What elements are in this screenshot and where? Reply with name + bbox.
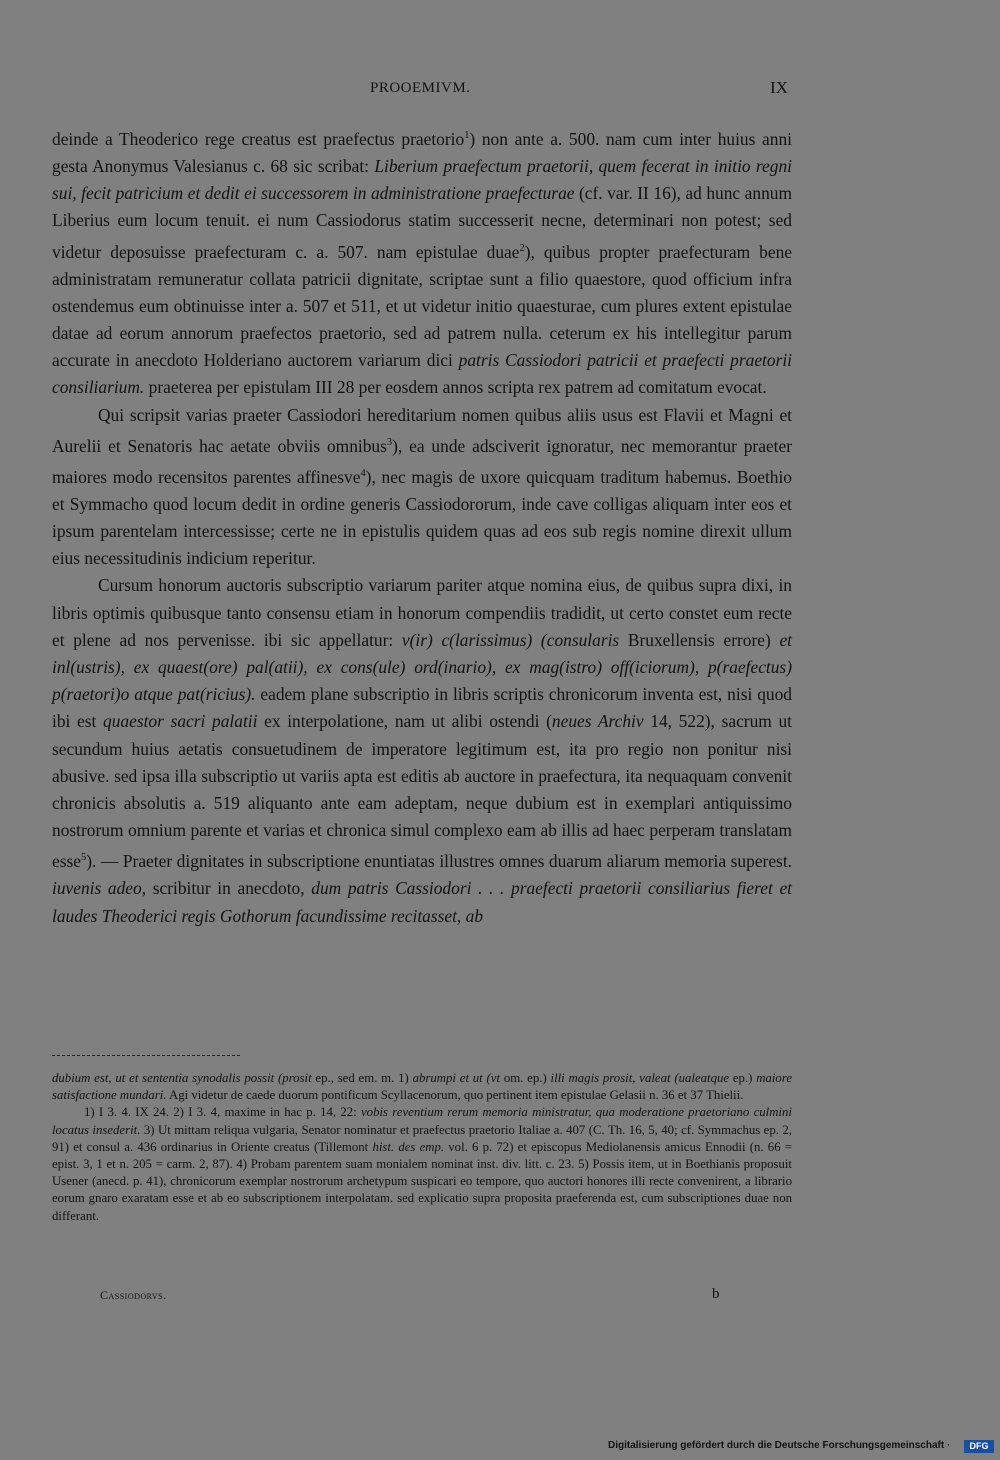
text-run: ex interpolatione, nam ut alibi ostendi ( (257, 711, 552, 732)
digitization-credit: Digitalisierung gefördert durch die Deutsche Forschungsgemeinschaft · (608, 1440, 951, 1451)
text-run: Bruxellensis errore) (619, 629, 780, 650)
text-run: ), quibus propter praefecturam bene administratam remuneratur collata patricii dignitate, scriptae sunt a filio quaestore, quod officium infra ostendemus eum obtinuisse inter a. 507 et 511, et ut videtur initio quaesturae, cum plures extent epistulae datae ad eorum annorum praefectos praetorio, sed ad patrem nulla. ceterum ex his intellegitur parum accurate in anecdoto Holderiano auctorem variarum dici (52, 241, 792, 371)
dfg-logo: DFG (964, 1440, 994, 1453)
italic-run: iuvenis adeo, (52, 878, 147, 899)
italic-run: hist. des emp. (372, 1139, 445, 1154)
sheet-mark: b (712, 1286, 720, 1302)
italic-run: dum patris Cassiodori . . . praefecti praetorii consiliarius fieret et laudes Theoderici regis Gothorum facundissime recitasset, ab (52, 878, 792, 926)
text-run: 1) I 3. 4. IX 24. 2) I 3. 4, maxime in hac p. 14, 22: (84, 1105, 361, 1120)
italic-run: et inl(ustris), ex quaest(ore) pal(atii), ex cons(ule) ord(inario), ex mag(istro) off(iciorum), p(raefectus) p(raetori)o atque pat(ricius). (52, 629, 792, 705)
page-number: IX (770, 78, 788, 97)
text-run: ) non ante a. 500. nam cum inter huius anni gesta Anonymus Valesianus c. 68 sic scribat: (52, 128, 792, 176)
italic-run: dubium est (52, 1071, 109, 1085)
italic-run: abrumpi et ut (vt (412, 1071, 501, 1085)
italic-run: v(ir) c(larissimus) (consularis (401, 629, 620, 650)
text-run: ), nec magis de uxore quicquam traditum habemus. Boethio et Symmacho quod locum dedit in ordine generis Cassiodororum, inde cave colligas aliquam inter eos et ipsum parentelam intercessisse; certe ne in epistulis quidem quas ad eos sub regis nomine direxit ullum eius necessitudinis indicium reperitur. (52, 466, 792, 569)
footnote-list (52, 1104, 792, 1224)
footnote-ref: 5 (80, 852, 87, 864)
page-header (52, 80, 792, 104)
italic-run: patris Cassiodori patricii et praefecti praetorii consiliarium. (52, 350, 793, 398)
italic-run: maiore satisfactione mundari. (52, 1071, 792, 1103)
italic-run: vobis reventium rerum memoria ministratur, qua moderatione praetoriano culmini locatus insederit. (52, 1105, 792, 1137)
text-run: 14, 522), sacrum ut secundum huius aetatis consuetudinem de imperatore legitimum est, ita pro regio non ponitur nisi abusive. sed ipsa illa subscriptio ut variis apta est editis ab auctore in praefectura, ita nequaquam convenit chronicis absolutis a. 519 aliquanto ante eam adeptam, neque dubium est in exemplari antiquissimo nostrorum omnium parente et varias et chronica simul complexo eam ab illis ad haec perperam translatam esse (52, 711, 792, 872)
signature-mark: Cassiodorvs. (100, 1288, 167, 1302)
text-run: ep., sed em. m. 1) (311, 1071, 413, 1085)
text-run: ). — Praeter dignitates in subscriptione enuntiatas illustres omnes duarum aliarum memoria superest. (86, 851, 792, 872)
text-run: , (108, 1071, 116, 1085)
footnote-ref: 2 (519, 242, 525, 254)
text-run: ep.) (729, 1071, 757, 1085)
footnote-continuation (52, 1070, 792, 1104)
text-run: Cursum honorum auctoris subscriptio variarum pariter atque nomina eius, de quibus supra dixi, in libris optimis quibusque tanto consensu etiam in honorum compendiis tradidit, ut certo constet eum recte et plene ad nos pervenisse. ibi sic appellatur: (52, 575, 792, 650)
italic-run: neues Archiv (551, 711, 644, 732)
text-run: 3) Ut mittam reliqua vulgaria, Senator nominatur et praefectus praetorio Italiae a. 407 (C. Th. 16, 5, 40; cf. Symmachus ep. 2, 91) et consul a. 436 ordinarius in Oriente creatus (Tillemont (52, 1122, 792, 1154)
footnote-ref: 1 (464, 130, 470, 141)
italic-run: quaestor sacri palatii (103, 711, 258, 732)
italic-run: illi magis prosit, valeat (ualeatque (550, 1071, 730, 1085)
paragraph-3 (52, 572, 792, 929)
italic-run: Liberium praefectum praetorii, quem fecerat in initio regni sui, fecit patricium et dedit ei successorem in administratione praefecturae (52, 156, 792, 204)
text-run: praeterea per epistulam III 28 per eosdem annos scripta rex patrem ad comitatum evocat. (144, 377, 767, 398)
footnote-ref: 3 (386, 436, 393, 448)
paragraph-1 (52, 122, 792, 402)
text-run: om. ep.) (500, 1071, 551, 1085)
italic-run: ut et sententia synodalis possit (prosit (115, 1071, 312, 1085)
text-run: Agi videtur de caede duorum pontificum Scyllacenorum, quo pertinent item epistulae Gelasii n. 36 et 37 Thielii. (166, 1088, 744, 1103)
text-run: vol. 6 p. 72) et episcopus Mediolanensis amicus Ennodii (n. 66 = epist. 3, 1 et n. 205 = carm. 2, 87). 4) Probam parentem suam monialem nominat inst. div. litt. c. 23. 5) Possis item, ut in Boethianis proposuit Usener (anecd. p. 41), chronicorum exemplar nostrorum archetypum suspicari eo tempore, quo auctori honores illi recte convenirent, a librario eorum gnaro exaratam esse et ab eo subscriptionem interpolatam. sed explicatio supra proposita praeferenda est, cum subscriptiones duae non differant. (52, 1139, 792, 1223)
footnote-divider (52, 1055, 240, 1056)
text-run: eadem plane subscriptio in libris scriptis chronicorum inventa est, nisi quod ibi est (52, 684, 793, 732)
text-run: Qui scripsit varias praeter Cassiodori hereditarium nomen quibus aliis usus est Flavii et Magni et Aurelii et Senatoris hac aetate obviis omnibus (52, 404, 792, 456)
paragraph-2 (52, 402, 792, 573)
text-run: ), ea unde adsciverit ignoratur, nec memorantur praeter maiores modo recensitos parentes affinesve (52, 435, 793, 487)
footnote-ref: 4 (360, 467, 366, 479)
text-run: deinde a Theoderico rege creatus est praefectus praetorio (52, 128, 465, 149)
text-run: scribitur in anecdoto, (146, 878, 312, 899)
main-text (52, 122, 792, 930)
running-title: PROOEMIVM. (370, 80, 471, 96)
text-run: (cf. var. II 16), ad hunc annum Liberius eum locum tenuit. ei num Cassiodorus statim successerit necne, determinari non potest; sed videtur deposuisse praefecturam c. a. 507. nam epistulae duae (52, 183, 792, 262)
footnotes (52, 1070, 792, 1225)
